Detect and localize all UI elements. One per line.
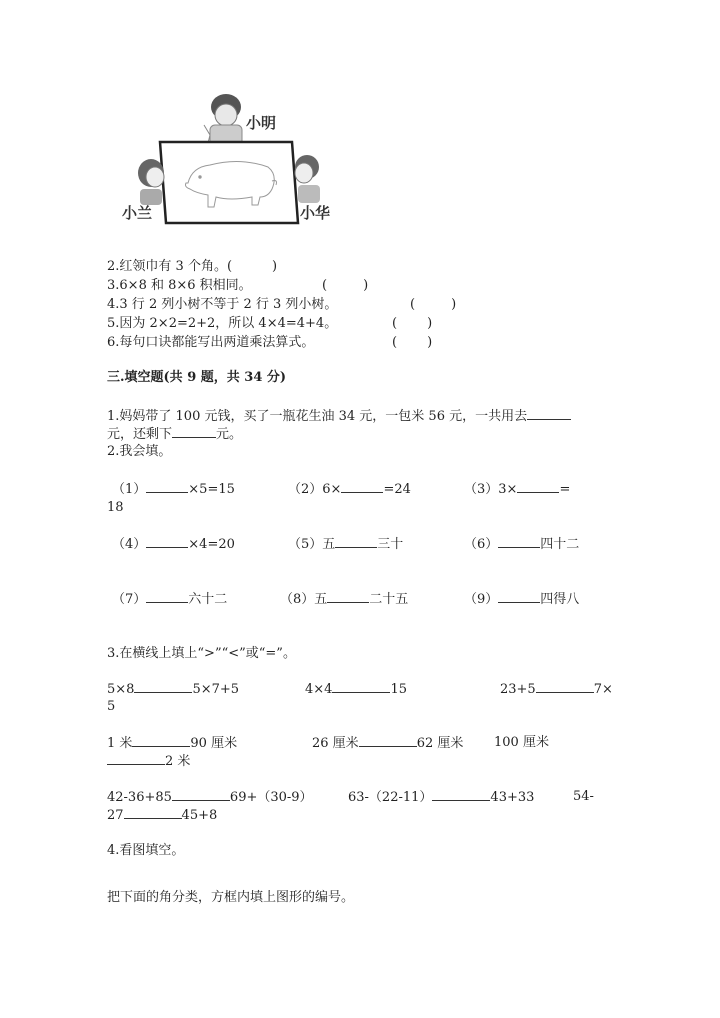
q3-blank-8[interactable]: [432, 788, 490, 801]
judgement-item-6: 6.每句口诀都能写出两道乘法算式。: [107, 335, 315, 350]
section-title: 三.填空题(共 9 题，共 34 分): [107, 370, 287, 385]
q1-line1: 1.妈妈带了 100 元钱，买了一瓶花生油 34 元，一包米 56 元，一共用去: [107, 407, 571, 426]
q3-row2-item3-wrap: 2 米: [107, 752, 190, 771]
judgement-item-5: 5.因为 2×2=2+2，所以 4×4=4+4。: [107, 316, 338, 331]
q3-row3-item3-wrap: 27 45+8: [107, 808, 218, 823]
q2-item-6: （6） 四十二: [464, 537, 580, 552]
q3-blank-6[interactable]: [107, 752, 165, 765]
q2-blank-7[interactable]: [146, 590, 188, 603]
q2-title: 2.我会填。: [107, 444, 172, 459]
q3-row3-item2: 63-（22-11） 43+33: [348, 790, 535, 805]
q2-item-7: （7） 六十二: [112, 592, 228, 607]
q2-blank-8[interactable]: [327, 590, 369, 603]
q1-line2: 元，还剩下 元。: [107, 427, 243, 442]
q2-item-3: （3）3× =: [464, 482, 571, 497]
q2-blank-2[interactable]: [341, 480, 383, 493]
q3-blank-7[interactable]: [172, 788, 230, 801]
q2-item-3-wrap: 18: [107, 500, 124, 515]
q4-instruction: 把下面的角分类，方框内填上图形的编号。: [107, 890, 355, 905]
judgement-item-6-bracket[interactable]: ( ): [392, 335, 433, 350]
pig-picture-figure: [100, 85, 360, 235]
q3-row1-item3-wrap: 5: [107, 699, 116, 714]
q3-blank-4[interactable]: [132, 734, 190, 747]
q3-row3-item1: 42-36+85 69+（30-9）: [107, 790, 313, 805]
q2-blank-9[interactable]: [498, 590, 540, 603]
q3-row1-item2: 4×4 15: [305, 682, 407, 697]
girl-left-figure: [138, 159, 164, 205]
q3-blank-2[interactable]: [332, 680, 390, 693]
judgement-item-5-bracket[interactable]: ( ): [392, 316, 433, 331]
judgement-item-3-bracket[interactable]: ( ): [322, 278, 369, 293]
q2-item-8: （8）五 二十五: [280, 592, 409, 607]
q3-blank-5[interactable]: [359, 734, 417, 747]
q2-item-2: （2）6× =24: [288, 482, 411, 497]
q3-title: 3.在横线上填上“>”“<”或“=”。: [107, 646, 296, 661]
q2-item-5: （5）五 三十: [288, 537, 404, 552]
q3-blank-3[interactable]: [536, 680, 594, 693]
picture-board: [160, 142, 298, 223]
q2-blank-5[interactable]: [335, 535, 377, 548]
q3-row1-item3: 23+5 7×: [500, 682, 613, 697]
label-xiaoming: 小明: [246, 114, 277, 132]
q2-item-4: （4） ×4=20: [112, 537, 235, 552]
boy-top-figure: [204, 94, 242, 147]
q1-blank-remaining[interactable]: [172, 425, 216, 438]
boy-right-figure: [295, 155, 320, 203]
q2-blank-6[interactable]: [498, 535, 540, 548]
q2-blank-4[interactable]: [146, 535, 188, 548]
q3-row2-item3: 100 厘米: [494, 735, 549, 750]
q3-row1-item1: 5×8 5×7+5: [107, 682, 240, 697]
judgement-item-3: 3.6×8 和 8×6 积相同。: [107, 278, 252, 293]
q1-blank-spent[interactable]: [527, 407, 571, 420]
label-xiaohua: 小华: [300, 204, 331, 222]
label-xiaolan: 小兰: [122, 204, 153, 222]
judgement-item-4-bracket[interactable]: ( ): [410, 297, 457, 312]
q3-row2-item1: 1 米 90 厘米: [107, 736, 238, 751]
q2-item-9: （9） 四得八: [464, 592, 580, 607]
q2-item-1: （1） ×5=15: [112, 482, 235, 497]
q4-title: 4.看图填空。: [107, 843, 185, 858]
q3-row2-item2: 26 厘米 62 厘米: [312, 736, 464, 751]
q3-blank-1[interactable]: [134, 680, 192, 693]
judgement-item-4: 4.3 行 2 列小树不等于 2 行 3 列小树。: [107, 297, 338, 312]
q3-row3-item3: 54-: [573, 789, 594, 804]
q3-blank-9[interactable]: [124, 806, 182, 819]
q2-blank-3[interactable]: [517, 480, 559, 493]
judgement-item-2: 2.红领巾有 3 个角。( ): [107, 259, 278, 274]
q2-blank-1[interactable]: [146, 480, 188, 493]
